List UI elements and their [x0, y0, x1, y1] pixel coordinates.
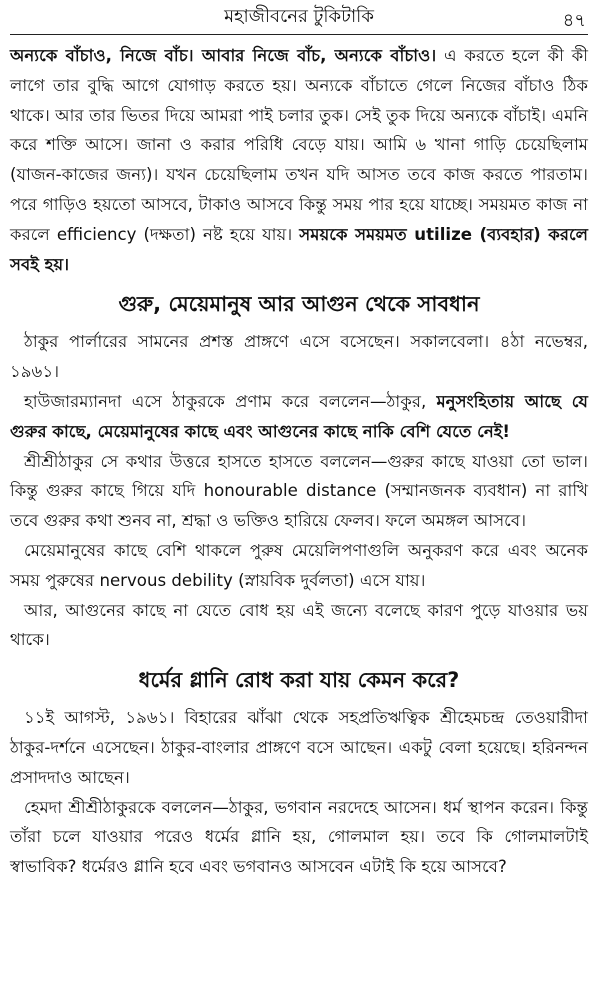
section1-paragraph-1: ঠাকুর পার্লারের সামনের প্রশস্ত প্রাঙ্গণে এসে বসেছেন। সকালবেলা। ৪ঠা নভেম্বর, ১৯৬১। [10, 332, 588, 382]
intro-body-text: এ করতে হলে কী কী লাগে তার বুদ্ধি আগে যোগাড় করতে হয়। অন্যকে বাঁচাতে গেলে নিজের বাঁচাও ঠিক থাকে। আর তার ভিতর দিয়ে আমরা পাই চলার তুক। সেই তুক দিয়ে অন্যকে বাঁচাই। এমনি করে শক্তি আসে। জানা ও করার পরিধি বেড়ে যায়। আমি ৬ খানা গাড়ি চেয়েছিলাম (যাজন-কাজের জন্য)। যখন চেয়েছিলাম তখন যদি আসত তবে কাজ করতে পারতাম। পরে গাড়িও হয়তো আসবে, টাকাও আসবে কিন্তু সময় পার হয়ে যাচ্ছে। সময়মত কাজ না করলে efficiency (দক্ষতা) নষ্ট হয়ে যায়। [10, 46, 588, 244]
page-number: ৪৭ [562, 10, 586, 31]
section1-paragraph-2 [10, 387, 588, 447]
running-title: মহাজীবনের টুকিটাকি [224, 5, 374, 27]
section1-p2-bold: মনুসংহিতায় আছে যে গুরুর কাছে, মেয়েমানুষের কাছে এবং আগুনের কাছে নাকি বেশি যেতে নেই! [10, 391, 588, 441]
section-heading-dharma: ধর্মের গ্লানি রোধ করা যায় কেমন করে? [138, 668, 460, 693]
section-heading-guru: গুরু, মেয়েমানুষ আর আগুন থেকে সাবধান [118, 292, 480, 317]
section1-paragraph-5: আর, আগুনের কাছে না যেতে বোধ হয় এই জন্যে বলেছে কারণ পুড়ে যাওয়ার ভয় থাকে। [10, 600, 589, 650]
intro-paragraph [10, 41, 588, 279]
section2-paragraph-2: হেমদা শ্রীশ্রীঠাকুরকে বললেন—ঠাকুর, ভগবান নরদেহে আসেন। ধর্ম স্থাপন করেন। কিন্তু তাঁরা চলে যাওয়ার পরেও ধর্মের গ্লানি হয়, গোলমাল হয়। তবে কি গোলমালটাই স্বাভাবিক? ধর্মেরও গ্লানি হবে এবং ভগবানও আসবেন এটাই কি হয়ে আসবে? [10, 797, 588, 877]
section1-p2-text: হাউজারম্যানদা এসে ঠাকুরকে প্রণাম করে বললেন—ঠাকুর, [24, 391, 437, 411]
section1-paragraph-3: শ্রীশ্রীঠাকুর সে কথার উত্তরে হাসতে হাসতে বললেন—গুরুর কাছে যাওয়া তো ভাল। কিন্তু গুরুর কাছে গিয়ে যদি honourable distance (সম্মানজনক ব্যবধান) না রাখি তবে গুরুর কথা শুনব না, শ্রদ্ধা ও ভক্তিও হারিয়ে ফেলব। ফলে অমঙ্গল আসবে। [10, 451, 588, 531]
section2-paragraph-1: ১১ই আগস্ট, ১৯৬১। বিহারের ঝাঁঝা থেকে সহপ্রতিঋত্বিক শ্রীহেমচন্দ্র তেওয়ারীদা ঠাকুর-দর্শনে এসেছেন। ঠাকুর-বাংলার প্রাঙ্গণে বসে আছেন। একটু বেলা হয়েছে। হরিনন্দন প্রসাদদাও আছেন। [10, 708, 588, 787]
intro-bold-tail: সময়কে সময়মত utilize (ব্যবহার) করলে সবই হয়। [10, 224, 588, 274]
intro-bold-lead: অন্যকে বাঁচাও, নিজে বাঁচ। আবার নিজে বাঁচ, অন্যকে বাঁচাও। [10, 46, 437, 65]
section1-paragraph-4: মেয়েমানুষের কাছে বেশি থাকলে পুরুষ মেয়েলিপণাগুলি অনুকরণ করে এবং অনেক সময় পুরুষের nervous debility (স্নায়বিক দুর্বলতা) এসে যায়। [10, 540, 588, 590]
running-header [10, 0, 588, 35]
